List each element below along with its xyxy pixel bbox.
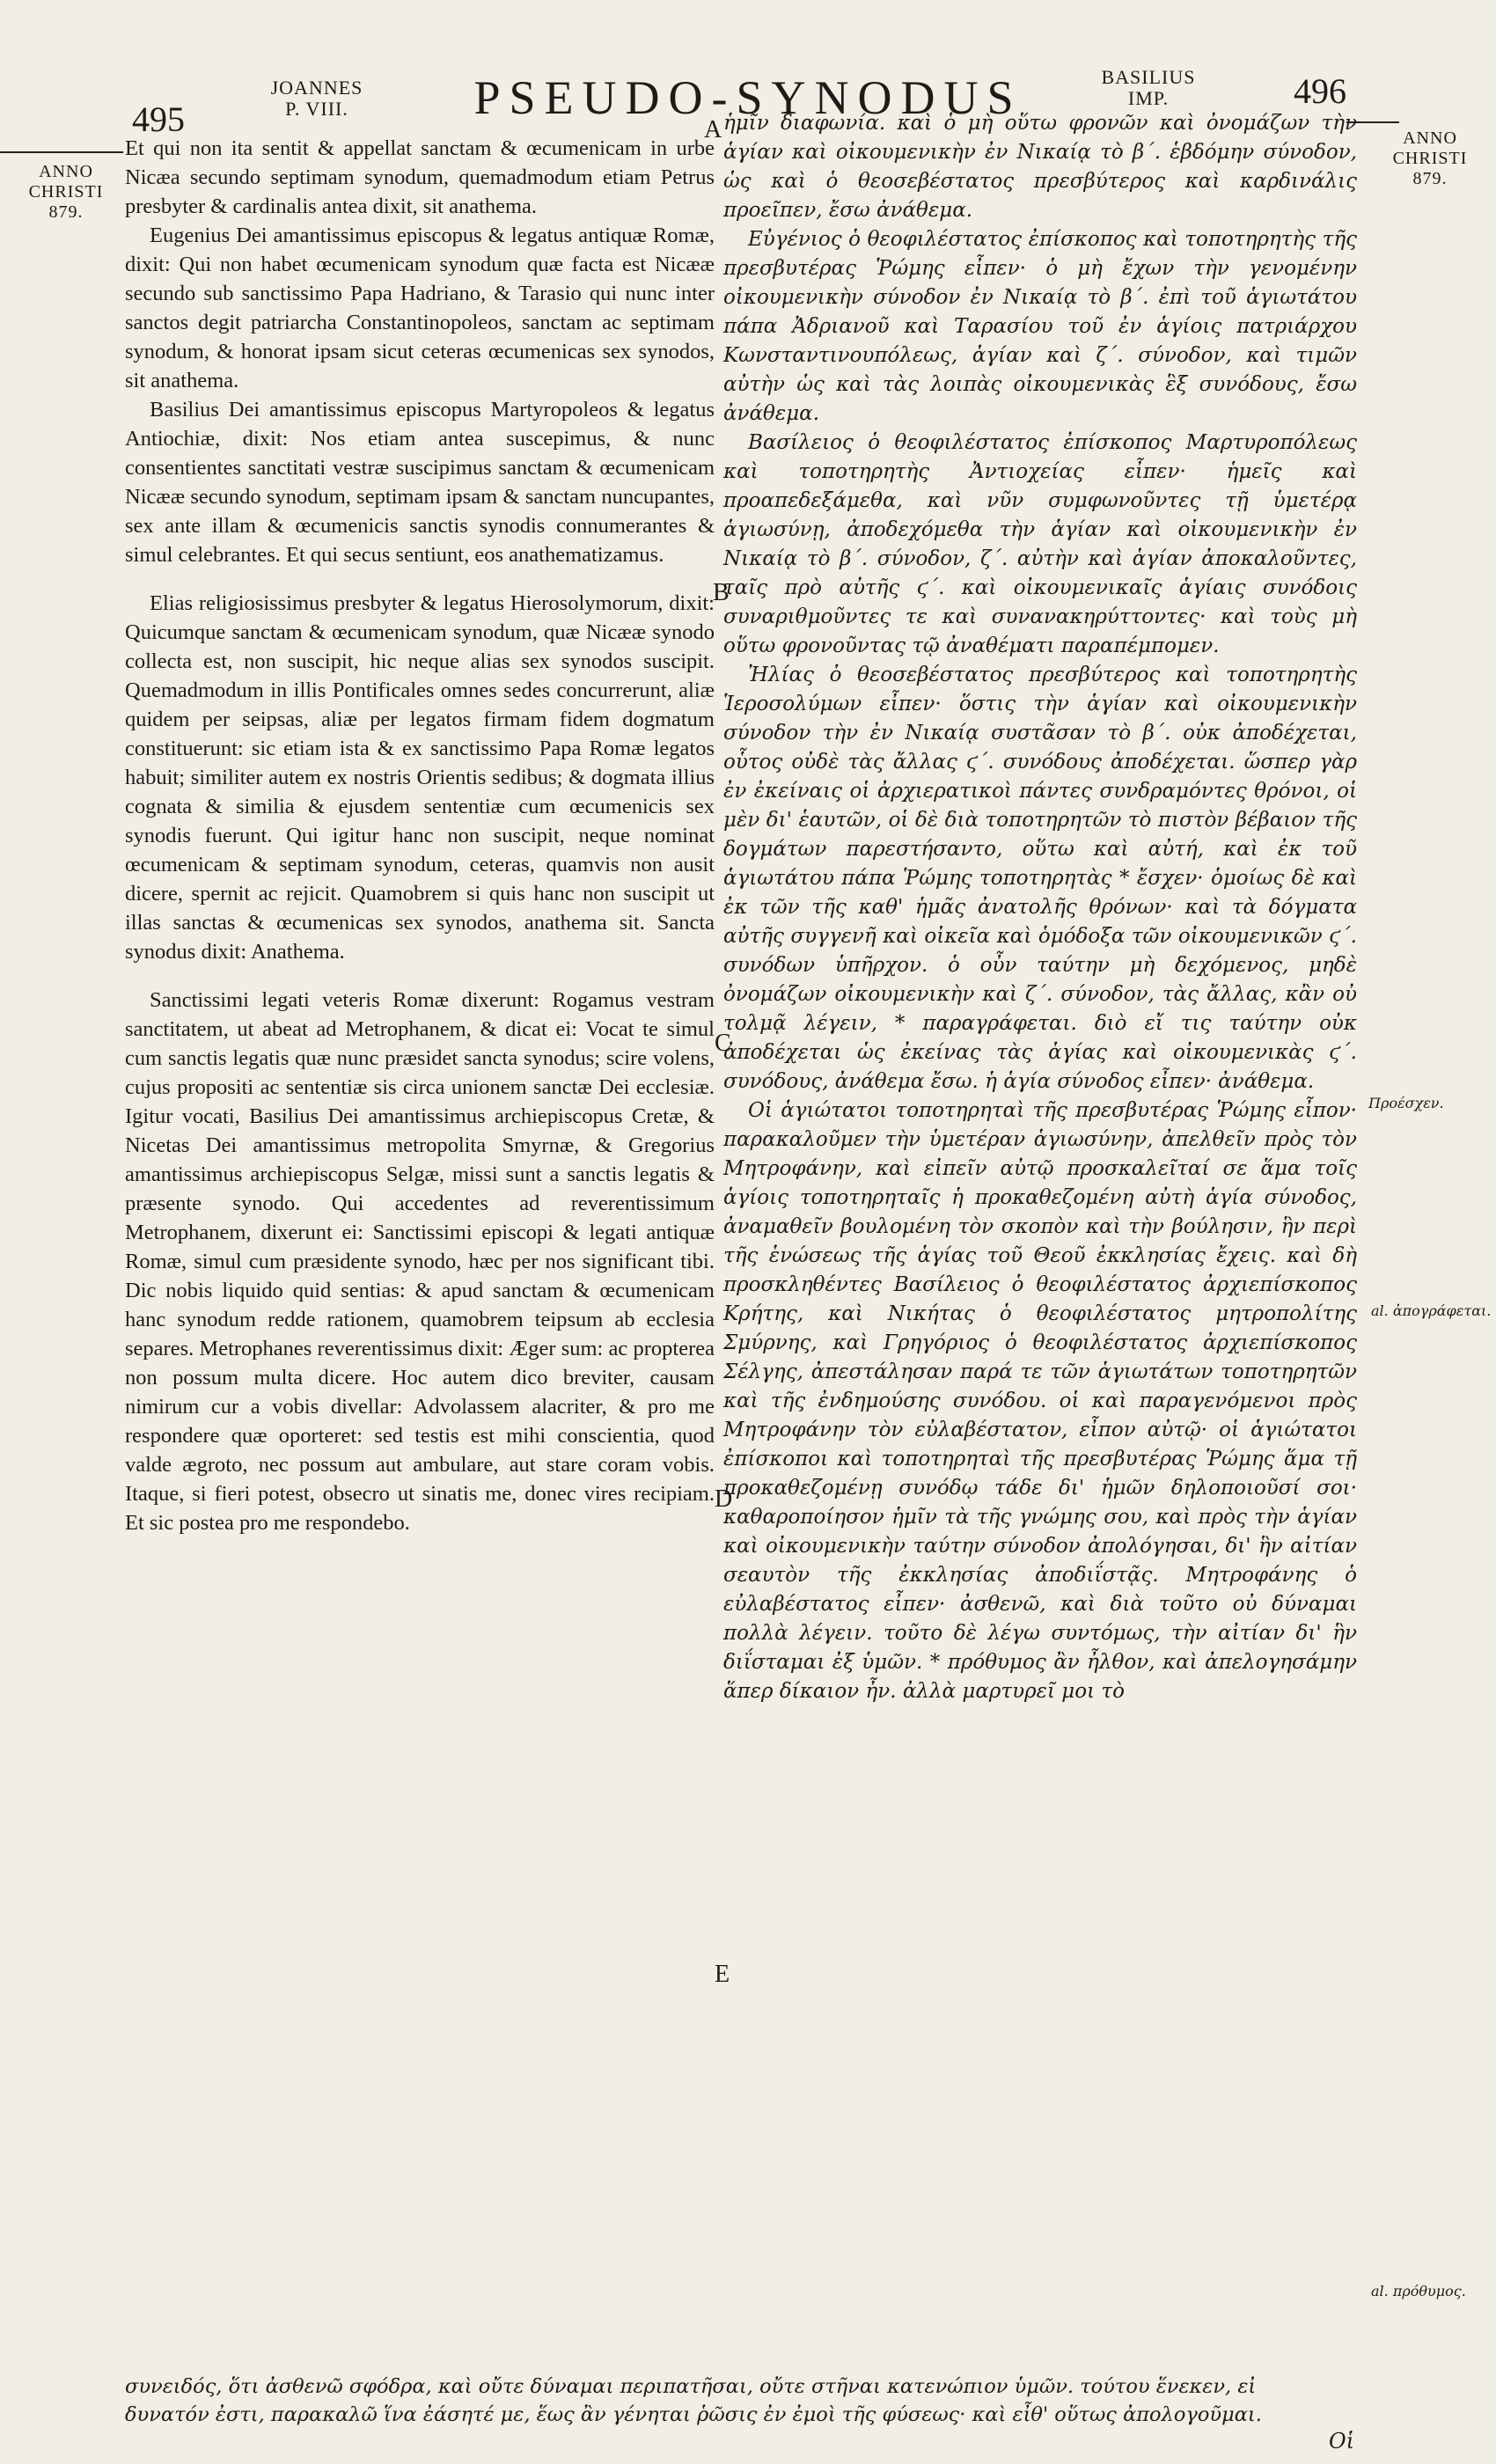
greek-paragraph: Εὐγένιος ὁ θεοφιλέστατος ἐπίσκοπος καὶ τοποτηρητὴς τῆς πρεσβυτέρας Ῥώμης εἶπεν· ὁ μὴ ἔχων τὴν γενομένην οἰκουμενικὴν σύνοδον ἐν Νικαίᾳ τὸ β΄. ἐπὶ τοῦ ἁγιωτάτου πάπα Ἀδριανοῦ καὶ Ταρασίου τοῦ ἐν ἁγίοις πατριάρχου Κωνσταντινουπόλεως, ἁγίαν καὶ ζ΄. σύνοδον, καὶ τιμῶν αὐτὴν ὡς καὶ τὰς λοιπὰς οἰκουμενικὰς ἓξ συνόδους, ἔσω ἀνάθεμα. — [723, 228, 1357, 425]
greek-paragraph: Ἠλίας ὁ θεοσεβέστατος πρεσβύτερος καὶ τοποτηρητὴς Ἱεροσολύμων εἶπεν· ὅστις τὴν ἁγίαν καὶ οἰκουμενικὴν σύνοδον τὴν ἐν Νικαίᾳ συστᾶσαν τὸ β΄. οὐκ ἀποδέχεται, οὗτος οὐδὲ τὰς ἄλλας ϛ΄. συνόδους ἀποδέχεται. ὥσπερ γὰρ ἐν ἐκείναις οἱ ἀρχιερατικοὶ πάντες συνδραμόντες θρόνοι, οἱ μὲν δι' ἑαυτῶν, οἱ δὲ διὰ τοποτηρητῶν τὸ πιστὸν βέβαιον τῆς δογμάτων παρεστήσαντο, οὕτω καὶ αὐτή, καὶ ἐκ τοῦ ἁγιωτάτου πάπα Ῥώμης τοποτηρητὰς * ἔσχεν· ὁμοίως δὲ καὶ ἐκ τῶν τῆς καθ' ἡμᾶς ἀνατολῆς θρόνων· καὶ τὰ δόγματα αὐτῆς συγγενῆ καὶ οἰκεῖα καὶ ὁμόδοξα τῶν οἰκουμενικῶν ϛ΄. συνόδων ὑπῆρχον. ὁ οὖν ταύτην μὴ δεχόμενος, μηδὲ ὀνομάζων οἰκουμενικὴν καὶ ζ΄. σύνοδον, τὰς ἄλλας, κἂν οὐ τολμᾷ λέγειν, * παραγράφεται. διὸ εἴ τις ταύτην οὐκ ἀποδέχεται ὡς ἐκείνας τὰς ἁγίας καὶ οἰκουμενικὰς ϛ΄. συνόδους, ἀνάθεμα ἔσω. ἡ ἁγία σύνοδος εἶπεν· ἀνάθεμα. — [723, 664, 1357, 1093]
catchword: Οἱ — [1329, 2429, 1355, 2453]
header-rule-left — [0, 151, 123, 153]
page-number-left: 495 — [132, 99, 185, 139]
section-letter-a: A — [704, 116, 722, 143]
margin-note: Προέσχεν. — [1368, 1095, 1444, 1111]
bottom-greek-line: δυνατόν ἐστι, παρακαλῶ ἵνα ἐάσητέ με, ἕως ἂν γένηται ῥῶσις ἐν ἐμοὶ τῆς φύσεως· καὶ εἶθ' οὕτως ἀπολογοῦμαι. — [125, 2403, 1262, 2426]
latin-paragraph: Sanctissimi legati veteris Romæ dixerunt: Rogamus vestram sanctitatem, ut abeat ad Metrophanem, & dicat ei: Vocat te simul cum sanctis legatis quæ nunc præsidet sancta synodus; scire volens, cujus propositi ac sententiæ sis circa unionem sanctæ Dei ecclesiæ. Igitur vocati, Basilius Dei amantissimus archiepiscopus Cretæ, & Nicetas Dei amantissimus metropolita Smyrnæ, & Gregorius amantissimus archiepiscopus Selgæ, missi sunt a sanctis legatis & præsente synodo. Qui accedentes ad reverentissimum Metrophanem, dixerunt ei: Sanctissimi episcopi & legati antiquæ Romæ, simul cum præsidente synodo, hæc per nos significant tibi. Dic nobis liquido quid sentias: & apud sanctam & œcumenicam hanc synodum redde rationem, quamobrem teipsum ab ecclesia separes. Metrophanes reverentissimus dixit: Æger sum: ac propterea non possum multa dicere. Hoc autem dico breviter, causam nimirum cur a vobis divellar: Advolassem alacriter, & pro me respondere quæ oporteret: sed testis est mihi conscientia, quod valde ægroto, nec possum aut ambulare, aut stare coram vobis. Itaque, si fieri potest, obsecro ut sinatis me, donec vires recipiam. Et sic postea pro me respondebo. — [125, 988, 715, 1535]
running-head-right: BASILIUS IMP. — [1101, 66, 1196, 109]
greek-paragraph: Βασίλειος ὁ θεοφιλέστατος ἐπίσκοπος Μαρτυροπόλεως καὶ τοποτηρητὴς Ἀντιοχείας εἶπεν· ἡμεῖς καὶ προαπεδεξάμεθα, καὶ νῦν συμφωνοῦντες τῇ ὑμετέρᾳ ἁγιωσύνῃ, ἀποδεχόμεθα τὴν ἁγίαν καὶ οἰκουμενικὴν ἐν Νικαίᾳ τὸ β΄. σύνοδον, ζ΄. αὐτὴν καὶ ἁγίαν ἀποκαλοῦντες, ταῖς πρὸ αὐτῆς ϛ΄. καὶ οἰκουμενικαῖς ἁγίαις συνόδοις συναριθμοῦντες τε καὶ συνανακηρύττοντες· καὶ τοὺς μὴ οὕτω φρονοῦντας τῷ ἀναθέματι παραπέμπομεν. — [723, 431, 1357, 657]
running-title: PSEUDO-SYNODUS — [473, 71, 1023, 124]
anno-right: ANNO CHRISTI 879. — [1392, 128, 1468, 188]
bottom-greek-line: συνειδός, ὅτι ἀσθενῶ σφόδρα, καὶ οὔτε δύναμαι περιπατῆσαι, οὔτε στῆναι κατενώπιον ὑμῶν. τούτου ἕνεκεν, εἰ — [125, 2375, 1257, 2398]
section-letter-e: E — [715, 1961, 730, 1988]
latin-column — [125, 134, 715, 1537]
page-number-right: 496 — [1294, 71, 1346, 111]
margin-note: al. πρόθυμος. — [1371, 2283, 1466, 2299]
greek-column — [723, 109, 1357, 1706]
margin-note: al. ἀπογράφεται. — [1371, 1302, 1492, 1319]
latin-paragraph: Eugenius Dei amantissimus episcopus & legatus antiquæ Romæ, dixit: Qui non habet œcumenicam synodum quæ facta est Nicææ secundo sub sanctissimo Papa Hadriano, & Tarasio qui nunc inter sanctos degit patriarcha Constantinopoleos, sanctam ac septimam synodum, & honorat ipsam sicut ceteras œcumenicas sex synodos, sit anathema. — [125, 224, 715, 392]
latin-paragraph: Basilius Dei amantissimus episcopus Martyropoleos & legatus Antiochiæ, dixit: Nos etiam antea suscepimus, & nunc consentientes sanctitati vestræ suscipimus sanctam & œcumenicam Nicææ secundo synodum, septimam ipsam & sanctam nuncupantes, sex ante illam & œcumenicis sanctis synodis connumerantes & simul celebrantes. Et qui secus sentiunt, eos anathematizamus. — [125, 398, 715, 567]
greek-paragraph: ἡμῖν διαφωνία. καὶ ὁ μὴ οὕτω φρονῶν καὶ ὀνομάζων τὴν ἁγίαν καὶ οἰκουμενικὴν ἐν Νικαίᾳ τὸ β΄. ἑβδόμην σύνοδον, ὡς καὶ ὁ θεοσεβέστατος πρεσβύτερος καὶ καρδινάλις προεῖπεν, ἔσω ἀνάθεμα. — [723, 112, 1357, 222]
section-letter-c: C — [715, 1030, 731, 1057]
anno-left: ANNO CHRISTI 879. — [28, 162, 104, 222]
section-letter-d: D — [715, 1485, 733, 1513]
latin-paragraph: Et qui non ita sentit & appellat sanctam & œcumenicam in urbe Nicæa secundo septimam synodum, quemadmodum etiam Petrus presbyter & cardinalis antea dixit, sit anathema. — [125, 136, 715, 218]
running-head-left: JOANNES P. VIII. — [270, 77, 363, 120]
section-letter-b: B — [713, 579, 730, 606]
greek-paragraph: Οἱ ἁγιώτατοι τοποτηρηταὶ τῆς πρεσβυτέρας Ῥώμης εἶπον· παρακαλοῦμεν τὴν ὑμετέραν ἁγιωσύνην, ἀπελθεῖν πρὸς τὸν Μητροφάνην, καὶ εἰπεῖν αὐτῷ προσκαλεῖταί σε ἅμα τοῖς ἁγίοις τοποτηρηταῖς ἡ προκαθεζομένη αὐτὴ ἁγία σύνοδος, ἀναμαθεῖν βουλομένη τὸν σκοπὸν καὶ τὴν βούλησιν, ἣν περὶ τῆς ἑνώσεως τῆς ἁγίας τοῦ Θεοῦ ἐκκλησίας ἔχεις. καὶ δὴ προσκληθέντες Βασίλειος ὁ θεοφιλέστατος ἀρχιεπίσκοπος Κρήτης, καὶ Νικήτας ὁ θεοφιλέστατος μητροπολίτης Σμύρνης, καὶ Γρηγόριος ὁ θεοφιλέστατος ἀρχιεπίσκοπος Σέλγης, ἀπεστάλησαν παρά τε τῶν ἁγιωτάτων τοποτηρητῶν καὶ τῆς ἐνδημούσης συνόδου. οἱ καὶ παραγενόμενοι πρὸς Μητροφάνην τὸν εὐλαβέστατον, εἶπον αὐτῷ· οἱ ἁγιώτατοι ἐπίσκοποι καὶ τοποτηρηταὶ τῆς πρεσβυτέρας Ῥώμης ἅμα τῇ προκαθεζομένῃ συνόδῳ τάδε δι' ἡμῶν δηλοποιοῦσί σοι· καθαροποίησον ἡμῖν τὰ τῆς γνώμης σου, καὶ πρὸς τὴν ἁγίαν καὶ οἰκουμενικὴν ταύτην σύνοδον ἀπολόγησαι, δι' ἣν αἰτίαν σεαυτὸν τῆς ἐκκλησίας ἀποδιΐστᾷς. Μητροφάνης ὁ εὐλαβέστατος εἶπεν· ἀσθενῶ, καὶ διὰ τοῦτο οὐ δύναμαι πολλὰ λέγειν. τοῦτο δὲ λέγω συντόμως, τὴν αἰτίαν δι' ἣν διΐσταμαι ἐξ ὑμῶν. * πρόθυμος ἂν ἦλθον, καὶ ἀπελογησάμην ἅπερ δίκαιον ἦν. ἀλλὰ μαρτυρεῖ μοι τὸ — [723, 1099, 1357, 1703]
latin-paragraph: Elias religiosissimus presbyter & legatus Hierosolymorum, dixit: Quicumque sanctam & œcumenicam synodum, quæ Nicææ synodo collecta est, non suscipit, hic neque alias sex synodos suscipit. Quemadmodum in illis Pontificales omnes sedes concurrerunt, aliæ quidem per seipsas, aliæ per legatos firmam fidem dogmatum constituerunt: sic etiam ista & ex sanctissimo Papa Romæ legatos habuit; similiter autem ex nostris Orientis sedibus; & dogmata illius cognata & similia & ejusdem sententiæ cum œcumenicis sex synodis fuerunt. Qui igitur hanc non suscipit, neque nominat œcumenicam & septimam synodum, ceteras, quamvis non ausit dicere, spernit ac rejicit. Quamobrem si quis hanc non suscipit ut illas sanctas & œcumenicas sex synodos, anathema sit. Sancta synodus dixit: Anathema. — [125, 591, 715, 964]
